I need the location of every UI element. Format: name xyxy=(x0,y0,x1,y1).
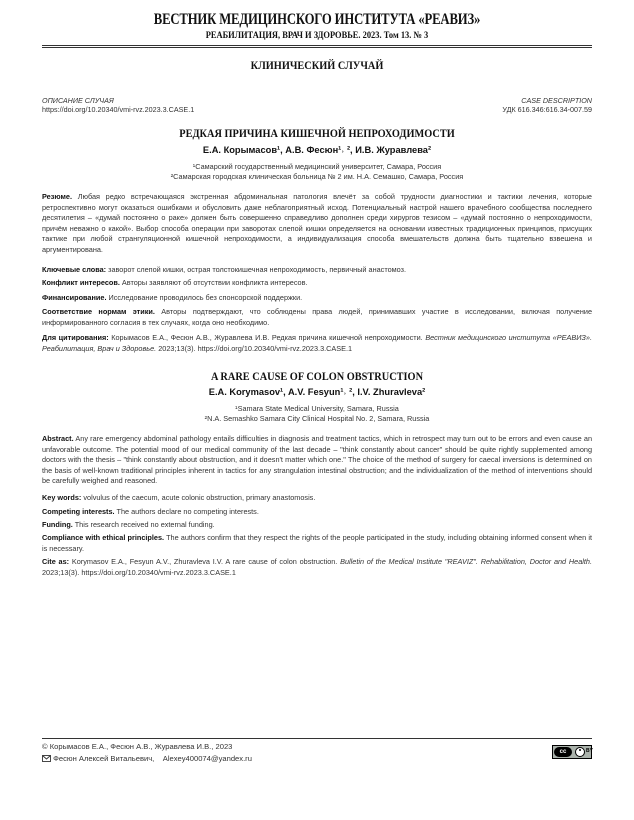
header-divider-2 xyxy=(42,47,592,48)
article-title-ru: РЕДКАЯ ПРИЧИНА КИШЕЧНОЙ НЕПРОХОДИМОСТИ xyxy=(179,126,455,140)
funding-ru-text: Исследование проводилось без спонсорской поддержки. xyxy=(108,293,303,302)
affiliation-ru-1: ¹Самарский государственный медицинский университет, Самара, Россия xyxy=(192,162,442,171)
citation-ru-journal: Вестник медицинского института «РЕАВИЗ». Реабилитация, Врач и Здоровье. xyxy=(42,333,592,353)
abstract-ru xyxy=(42,192,592,256)
contact-name: Фесюн Алексей Витальевич, xyxy=(53,754,155,763)
funding-ru xyxy=(42,293,592,304)
authors-ru: Е.А. Корымасов¹, А.В. Фесюн¹˒ ², И.В. Журавлева² xyxy=(202,145,432,155)
funding-en-text: This research received no external funding. xyxy=(74,520,215,529)
citation-en xyxy=(42,557,592,578)
citation-en-text: Korymasov E.A., Fesyun A.V., Zhuravleva I.V. A rare cause of colon obstruction. xyxy=(71,557,338,566)
citation-ru-label: Для цитирования: xyxy=(42,333,109,342)
conflict-en xyxy=(42,507,592,518)
ethics-ru-label: Соответствие нормам этики. xyxy=(42,307,155,316)
abstract-en-label: Abstract. xyxy=(42,434,74,443)
ethics-en-label: Compliance with ethical principles. xyxy=(42,533,165,542)
cc-logo-icon: cc xyxy=(554,747,572,757)
affiliation-ru-2: ²Самарская городская клиническая больница № 2 им. Н.А. Семашко, Самара, Россия xyxy=(170,172,464,181)
header-divider xyxy=(42,45,592,46)
citation-en-journal: Bulletin of the Medical Institute "REAVIZ". Rehabilitation, Doctor and Health. xyxy=(340,557,593,566)
doi-link[interactable]: https://doi.org/10.20340/vmi-rvz.2023.3.CASE.1 xyxy=(42,105,195,114)
abstract-en-text: Any rare emergency abdominal pathology entails difficulties in diagnosis and treatment tactics, which in retrospect may turn out to be errors and even cause an unfavorable outcome. The potential mood of our medical community of the last decade – "think constantly about cancer" should be quite rightly supplemented among doctors with the thesis – "think constantly about obstruction, and it doesn't matter which one." The choice of the method of surgery for caecal inversions is determined on the basis of well-known traditional principles inherent in tactics for any strangulation intestinal obstruction; and the individualization of the method of interventions should be carefully weighed and reasoned. xyxy=(42,434,593,486)
conflict-ru xyxy=(42,278,592,289)
citation-en-label: Cite as: xyxy=(42,557,70,566)
keywords-ru-text: заворот слепой кишки, острая толстокишечная непроходимость, первичный анастомоз. xyxy=(108,265,407,274)
journal-title: ВЕСТНИК МЕДИЦИНСКОГО ИНСТИТУТА «РЕАВИЗ» xyxy=(153,11,481,28)
citation-ru-tail[interactable]: 2023;13(3). https://doi.org/10.20340/vmi-rvz.2023.3.CASE.1 xyxy=(158,343,353,353)
envelope-icon xyxy=(42,755,51,762)
keywords-ru xyxy=(42,265,592,276)
article-type-en: CASE DESCRIPTION xyxy=(521,96,592,105)
footer-divider xyxy=(42,738,592,739)
keywords-en-label: Key words: xyxy=(42,493,82,502)
conflict-en-text: The authors declare no competing interests. xyxy=(116,507,259,516)
ethics-ru-text: Авторы подтверждают, что соблюдены права людей, принимавших участие в исследовании, включая получение информированного согласия в тех случаях, когда оно необходимо. xyxy=(42,307,592,327)
funding-ru-label: Финансирование. xyxy=(42,293,107,302)
funding-en-label: Funding. xyxy=(42,520,73,529)
ethics-en xyxy=(42,533,592,554)
citation-ru-text: Корымасов Е.А., Фесюн А.В., Журавлева И.В. Редкая причина кишечной непроходимости. xyxy=(111,333,423,342)
affiliation-en-1: ¹Samara State Medical University, Samara, Russia xyxy=(235,404,399,413)
udc-code: УДК 616.346:616.34-007.59 xyxy=(502,105,592,114)
citation-en-tail[interactable]: 2023;13(3). https://doi.org/10.20340/vmi-rvz.2023.3.CASE.1 xyxy=(42,567,236,577)
conflict-en-label: Competing interests. xyxy=(42,507,115,516)
article-title-en: A RARE CAUSE OF COLON OBSTRUCTION xyxy=(210,369,424,383)
ethics-ru xyxy=(42,307,592,328)
authors-en: E.A. Korymasov¹, A.V. Fesyun¹˒ ², I.V. Zhuravleva² xyxy=(208,387,426,397)
keywords-ru-label: Ключевые слова: xyxy=(42,265,107,274)
keywords-en xyxy=(42,493,592,504)
journal-issue: РЕАБИЛИТАЦИЯ, ВРАЧ И ЗДОРОВЬЕ. 2023. Том 13. № 3 xyxy=(205,30,429,41)
affiliation-en-2: ²N.A. Semashko Samara City Clinical Hospital No. 2, Samara, Russia xyxy=(204,414,430,423)
abstract-ru-text: Любая редко встречающаяся экстренная абдоминальная патология влечёт за собой трудности диагностики и тактики лечения, которые ретроспективно могут оказаться ошибками и обусловить даже неблагоприятный исход. Потенциальный настрой нашего врачебного сообщества последнего десятилетия – «думай постоянно о раке» должен быть совершенно справедливо дополнен среди хирургов тезисом – «думай постоянно о непроходимости, причём неважно о какой». Выбор способа операции при заворотах слепой кишки определяется на основании известных традиционных принципов, присущих тактике при любой странгуляционной кишечной непроходимости, а индивидуализация способа вмешательств должна быть тщательно взвешена и аргументирована. xyxy=(42,192,592,254)
ethics-en-text: The authors confirm that they respect the rights of the people participated in the study, including obtaining informed consent when it is necessary. xyxy=(42,533,592,553)
attribution-icon xyxy=(575,747,585,757)
article-type-ru: ОПИСАНИЕ СЛУЧАЯ xyxy=(42,96,114,105)
cc-by-license-badge[interactable] xyxy=(552,745,592,759)
citation-ru xyxy=(42,333,592,354)
license-by-label: BY xyxy=(586,748,593,754)
contact-email[interactable]: Alexey400074@yandex.ru xyxy=(162,754,252,763)
section-title: КЛИНИЧЕСКИЙ СЛУЧАЙ xyxy=(250,58,384,72)
abstract-en xyxy=(42,434,592,487)
conflict-ru-text: Авторы заявляют об отсутствии конфликта интересов. xyxy=(121,278,308,287)
funding-en xyxy=(42,520,592,531)
copyright-line: © Корымасов Е.А., Фесюн А.В., Журавлева И.В., 2023 xyxy=(42,742,233,751)
keywords-en-text: volvulus of the caecum, acute colonic obstruction, primary anastomosis. xyxy=(83,493,316,502)
abstract-ru-label: Резюме. xyxy=(42,192,72,201)
contact-line xyxy=(42,754,252,763)
conflict-ru-label: Конфликт интересов. xyxy=(42,278,120,287)
